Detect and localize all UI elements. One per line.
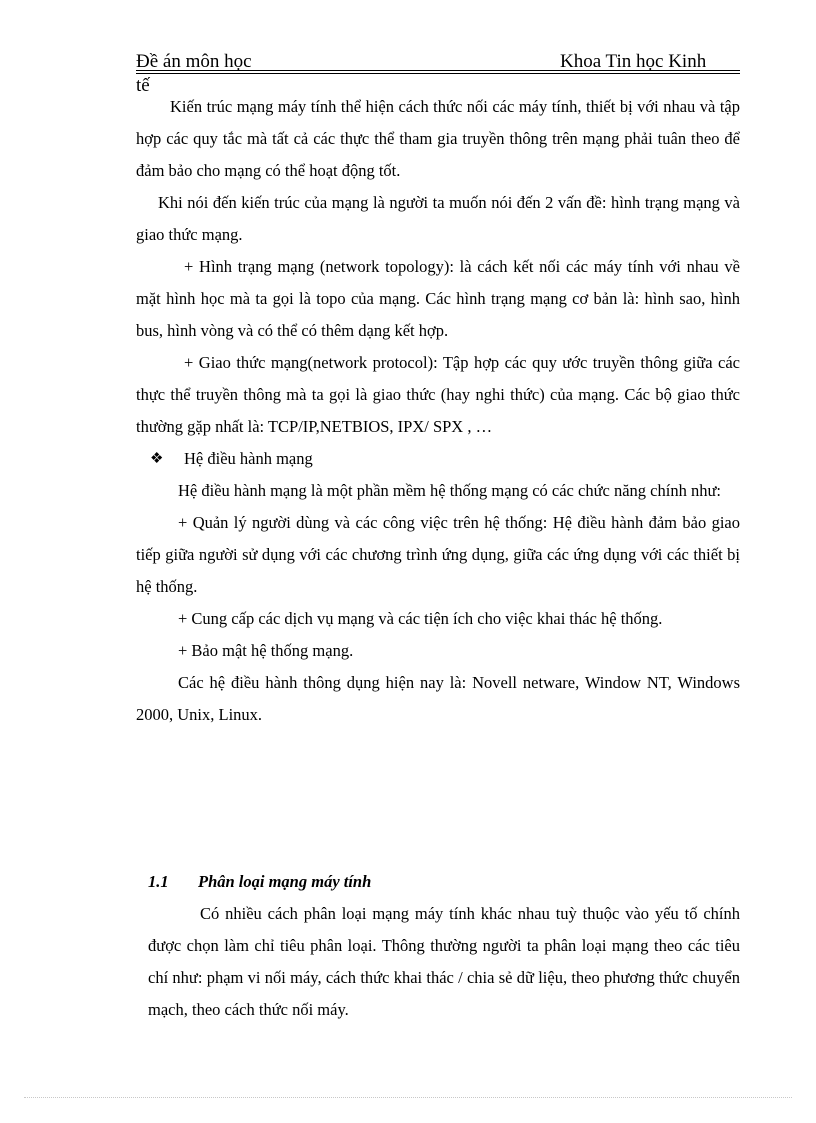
- document-body: [136, 91, 740, 731]
- bullet-heading: [136, 443, 740, 475]
- header-left-title: Đề án môn học: [136, 51, 252, 72]
- section-title: Phân loại mạng máy tính: [198, 872, 372, 891]
- page-bottom-border: [24, 1097, 792, 1098]
- paragraph-os-security: + Bảo mật hệ thống mạng.: [178, 641, 354, 660]
- header-rule-bottom: [136, 73, 740, 74]
- paragraph-architecture: Kiến trúc mạng máy tính thể hiện cách thức nối các máy tính, thiết bị với nhau và tập hợp các quy tắc mà tất cả các thực thể tham gia truyền thông trên mạng phải tuân theo để đảm bảo cho mạng có thể hoạt động tốt.: [136, 97, 740, 180]
- header-right-title: Khoa Tin học Kinh: [560, 51, 707, 72]
- diamond-bullet-icon: ❖: [150, 451, 164, 467]
- header-right-title-wrap: tế: [136, 75, 150, 96]
- bullet-heading-text: Hệ điều hành mạng: [184, 449, 313, 468]
- section-classification: [148, 866, 740, 1026]
- paragraph-architecture-issues: Khi nói đến kiến trúc của mạng là người ta muốn nói đến 2 vấn đề: hình trạng mạng và giao thức mạng.: [136, 193, 740, 244]
- section-heading: [148, 866, 740, 898]
- paragraph-os-services: + Cung cấp các dịch vụ mạng và các tiện ích cho việc khai thác hệ thống.: [178, 609, 663, 628]
- header-rule-top: [136, 70, 740, 71]
- paragraph-os-users: + Quản lý người dùng và các công việc trên hệ thống: Hệ điều hành đảm bảo giao tiếp giữa người sử dụng với các chương trình ứng dụng, giữa các ứng dụng với các thiết bị hệ thống.: [136, 513, 740, 596]
- paragraph-topology: + Hình trạng mạng (network topology): là cách kết nối các máy tính với nhau về mặt hình học mà ta gọi là topo của mạng. Các hình trạng mạng cơ bản là: hình sao, hình bus, hình vòng và có thể có thêm dạng kết hợp.: [136, 257, 740, 340]
- paragraph-os-common: Các hệ điều hành thông dụng hiện nay là: Novell netware, Window NT, Windows 2000, Unix, Linux.: [136, 673, 740, 724]
- section-number: 1.1: [148, 872, 169, 891]
- paragraph-os-intro: Hệ điều hành mạng là một phần mềm hệ thống mạng có các chức năng chính như:: [178, 481, 721, 500]
- paragraph-protocol: + Giao thức mạng(network protocol): Tập hợp các quy ước truyền thông giữa các thực thể truyền thông mà ta gọi là giao thức (hay nghi thức) của mạng. Các bộ giao thức thường gặp nhất là: TCP/IP,NETBIOS, IPX/ SPX , …: [136, 353, 740, 436]
- paragraph-classification: Có nhiều cách phân loại mạng máy tính khác nhau tuỳ thuộc vào yếu tố chính được chọn làm chỉ tiêu phân loại. Thông thường người ta phân loại mạng theo các tiêu chí như: phạm vi nối máy, cách thức khai thác / chia sẻ dữ liệu, theo phương thức chuyển mạch, theo cách thức nối máy.: [148, 904, 740, 1019]
